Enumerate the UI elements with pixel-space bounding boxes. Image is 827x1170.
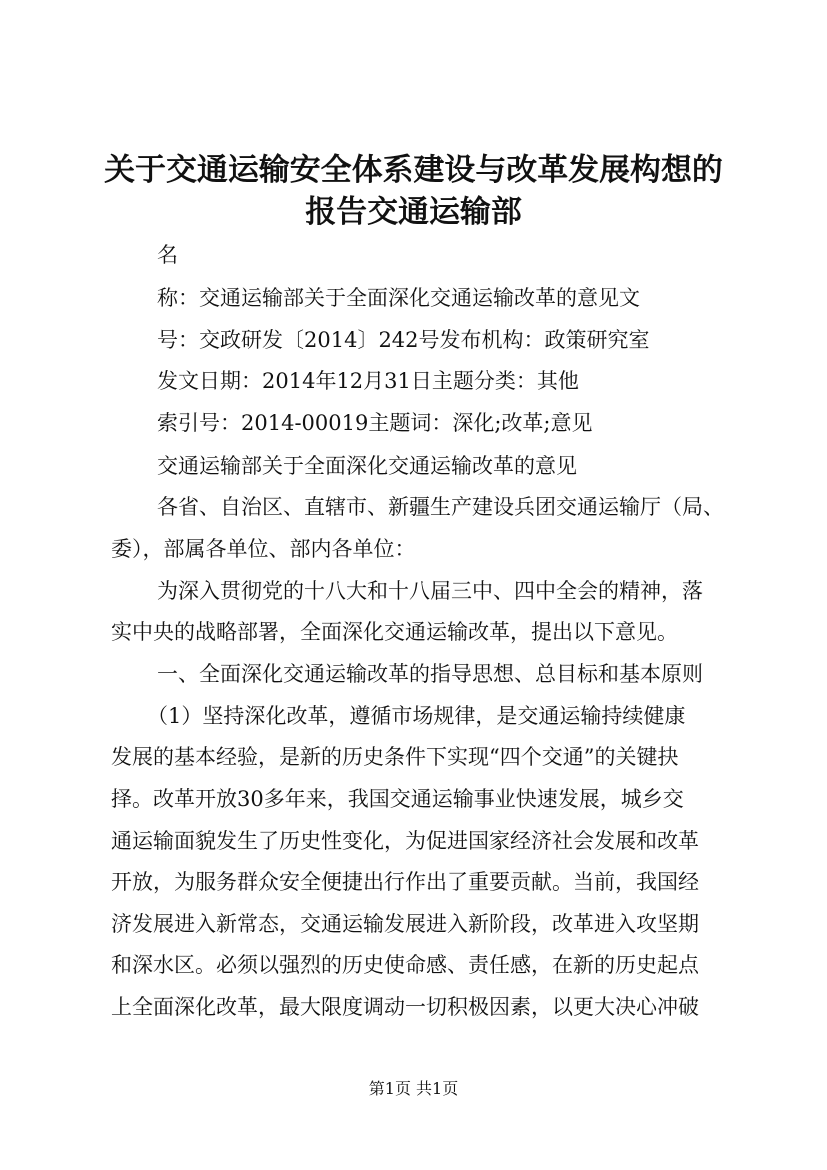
paragraph-2-line-1: （1）坚持深化改革，遵循市场规律，是交通运输持续健康 <box>147 704 686 728</box>
meta-index: 索引号：2014-00019主题词：深化;改革;意见 <box>157 411 593 435</box>
paragraph-1-line-2: 实中央的战略部署，全面深化交通运输改革，提出以下意见。 <box>111 620 678 644</box>
section-1-heading: 一、全面深化交通运输改革的指导思想、总目标和基本原则 <box>157 662 703 686</box>
body-title: 交通运输部关于全面深化交通运输改革的意见 <box>157 454 577 478</box>
meta-title: 称：交通运输部关于全面深化交通运输改革的意见文 <box>157 286 640 310</box>
addressee-line-2: 委），部属各单位、部内各单位： <box>111 537 416 561</box>
document-title-line-2: 报告交通运输部 <box>305 194 522 230</box>
paragraph-2-line-2: 发展的基本经验，是新的历史条件下实现“四个交通”的关键抉 <box>111 745 679 769</box>
paragraph-2-line-6: 济发展进入新常态，交通运输发展进入新阶段，改革进入攻坚期 <box>111 912 699 936</box>
paragraph-2-line-4: 通运输面貌发生了历史性变化，为促进国家经济社会发展和改革 <box>111 829 699 853</box>
document-title-line-1: 关于交通运输安全体系建设与改革发展构想的 <box>104 152 723 188</box>
meta-date: 发文日期：2014年12月31日主题分类：其他 <box>157 369 579 393</box>
meta-doc-number: 号：交政研发〔2014〕242号发布机构：政策研究室 <box>157 328 650 352</box>
paragraph-2-line-7: 和深水区。必须以强烈的历史使命感、责任感，在新的历史起点 <box>111 953 699 977</box>
paragraph-2-line-5: 开放，为服务群众安全便捷出行作出了重要贡献。当前，我国经 <box>111 870 699 894</box>
paragraph-1-line-1: 为深入贯彻党的十八大和十八届三中、四中全会的精神，落 <box>157 579 703 603</box>
meta-name-label: 名 <box>157 243 178 267</box>
paragraph-2-line-3: 择。改革开放30多年来，我国交通运输事业快速发展，城乡交 <box>111 787 684 811</box>
addressee-line-1: 各省、自治区、直辖市、新疆生产建设兵团交通运输厅（局、 <box>157 495 724 519</box>
paragraph-2-line-8: 上全面深化改革，最大限度调动一切积极因素，以更大决心冲破 <box>111 995 699 1019</box>
page-footer: 第1页 共1页 <box>368 1079 459 1098</box>
